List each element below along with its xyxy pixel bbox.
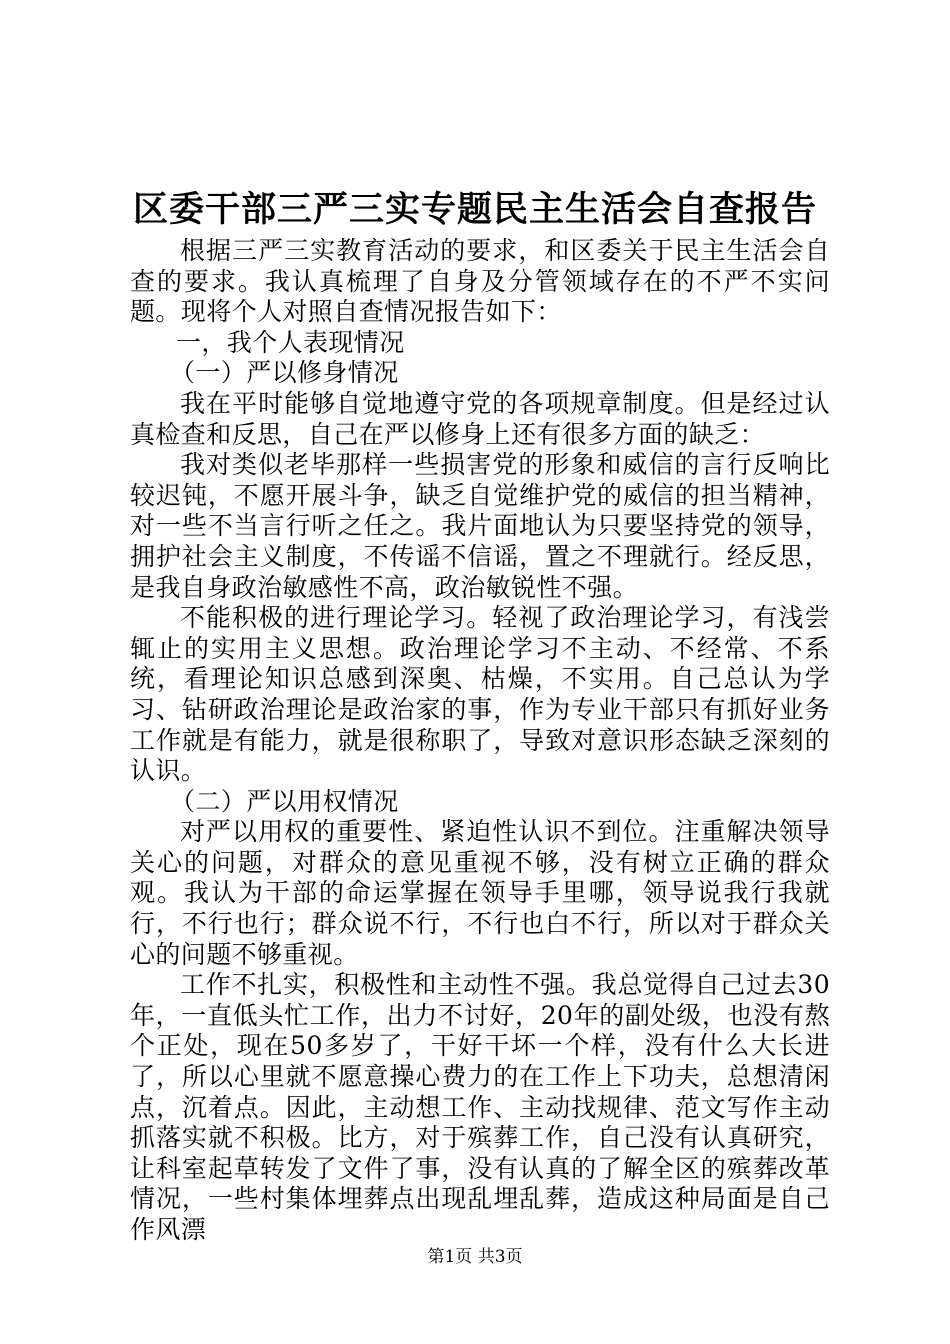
body-paragraph: 对严以用权的重要性、紧迫性认识不到位。注重解决领导关心的问题，对群众的意见重视不够，没有树立正确的群众观。我认为干部的命运掌握在领导手里哪，领导说我行我就行，不行也行；群众说不行，不行也白不行，所以对于群众关心的问题不够重视。: [130, 817, 830, 969]
page-number-footer: 第1页 共3页: [427, 1247, 523, 1267]
body-paragraph: 工作不扎实，积极性和主动性不强。我总觉得自己过去30年，一直低头忙工作，出力不讨好，20年的副处级，也没有熬个正处，现在50多岁了，干好干坏一个样，没有什么大长进了，所以心里就不愿意操心费力的在工作上下功夫，总想清闲点，沉着点。因此，主动想工作、主动找规律、范文写作主动抓落实就不积极。比方，对于殡葬工作，自己没有认真研究，让科室起草转发了文件了事，没有认真的了解全区的殡葬改革情况，一些村集体埋葬点出现乱埋乱葬，造成这种局面是自己作风漂: [130, 970, 830, 1244]
document-title: 区委干部三严三实专题民主生活会自查报告: [132, 189, 817, 230]
body-paragraph: 不能积极的进行理论学习。轻视了政治理论学习，有浅尝辄止的实用主义思想。政治理论学习不主动、不经常、不系统，看理论知识总感到深奥、枯燥，不实用。自己总认为学习、钻研政治理论是政治家的事，作为专业干部只有抓好业务工作就是有能力，就是很称职了，导致对意识形态缺乏深刻的认识。: [130, 603, 830, 786]
document-body: [130, 236, 830, 1246]
body-paragraph: 我在平时能够自觉地遵守党的各项规章制度。但是经过认真检查和反思，自己在严以修身上还有很多方面的缺乏：: [130, 388, 830, 449]
intro-paragraph: 根据三严三实教育活动的要求，和区委关于民主生活会自查的要求。我认真梳理了自身及分管领域存在的不严不实问题。现将个人对照自查情况报告如下：: [130, 236, 830, 327]
subsection-heading-2: （二）严以用权情况: [170, 786, 399, 816]
subsection-heading-1: （一）严以修身情况: [170, 358, 399, 388]
body-paragraph: 我对类似老毕那样一些损害党的形象和威信的言行反响比较迟钝，不愿开展斗争，缺乏自觉维护党的威信的担当精神，对一些不当言行听之任之。我片面地认为只要坚持党的领导，拥护社会主义制度，不传谣不信谣，置之不理就行。经反思，是我自身政治敏感性不高，政治敏锐性不强。: [130, 450, 830, 602]
section-heading-1: 一，我个人表现情况: [176, 327, 405, 357]
